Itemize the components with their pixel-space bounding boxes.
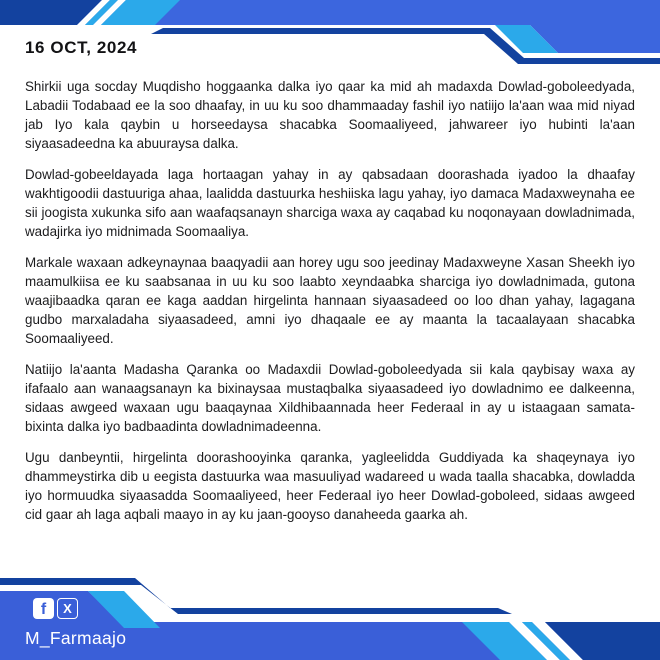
x-twitter-icon[interactable]: X [57,598,78,619]
date-label: 16 OCT, 2024 [25,38,138,57]
social-icons [33,598,78,619]
header-banner [0,0,660,70]
facebook-icon[interactable]: f [33,598,54,619]
paragraph-3: Markale waxaan adkeynaynaa baaqyadii aan horey ugu soo jeedinay Madaxweyne Xasan Sheekh iyo maamulkiisa ee ku saabsanaa in uu ku soo laabto xeyndaabka sharciga iyo dowladnimada, gutona waajibaadka qaran ee kaga aaddan hirgelinta hannaan siyaasadeed oo loo dhan yahay, lagagana gudbo marxaladaha siyaasadeed, amni iyo dhaqaale ee ay maanta la tacaalayaan shacabka Soomaaliyeed. [25,255,635,346]
social-handle: M_Farmaajo [25,628,127,648]
statement-body [25,77,635,536]
paragraph-5: Ugu danbeyntii, hirgelinta doorashooyinka qaranka, yagleelidda Guddiyada ka shaqeynaya iyo dhammeystirka dib u eegista dastuurka waa masuuliyad wadareed u wada taalla shacabka, dowladda iyo hormuudka siyaasadda Soomaaliyeed, heer Federaal iyo heer Dowlad-goboleed, sidaas awgeed cid gaar ah laga aqbali maayo in ay ku jaan-gooyso danaheeda gaarka ah. [25,450,635,522]
paragraph-2: Dowlad-gobeeldayada laga hortaagan yahay in ay qabsadaan doorashada iyadoo la dhaafay wakhtigoodii dastuuriga ahaa, laalidda dastuurka heshiiska lagu yahay, iyo damaca Madaxweynaha ee sii joogista xukunka sifo aan waafaqsanayn sharciga waxa ay caqabad ku noqonayaan dowladnimada, wadajirka iyo midnimada Soomaaliya. [25,167,635,239]
paragraph-4: Natiijo la'aanta Madasha Qaranka oo Madaxdii Dowlad-goboleedyada sii kala qaybisay waxa ay ifafaalo aan wanaagsanayn ka bixinaysaa mustaqbalka siyaasadeed iyo dowladnimo ee dalkeenna, sidaas awgeed waxaan ugu baaqaynaa Xildhibaannada heer Federaal in ay u istaagaan samata-bixinta dalka iyo badbaadinta dowladnimadeenna. [25,362,635,434]
paragraph-1: Shirkii uga socday Muqdisho hoggaanka dalka iyo qaar ka mid ah madaxda Dowlad-goboleedyada, Labadii Todabaad ee la soo dhaafay, in uu ku soo dhammaaday fashil iyo natiijo la'aan waa mid niyad jab Iyo kala qaybin u horseedaysa shacabka Soomaaliyeed, jahwareer iyo hubinti la'aan siyaasadeedna ka abuuraysa dalka. [25,79,635,151]
